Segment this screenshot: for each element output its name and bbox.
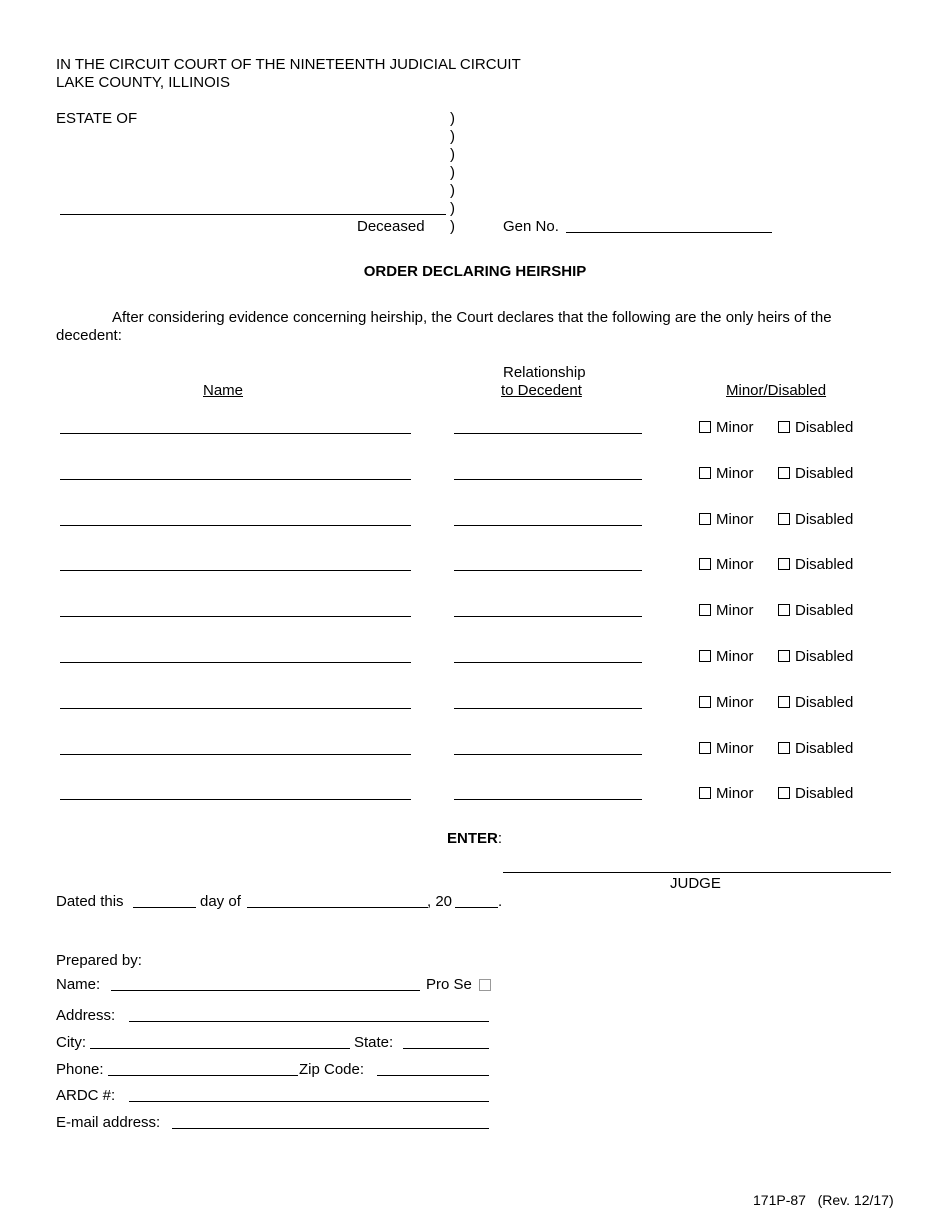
minor-option[interactable] [699,648,754,666]
minor-checkbox[interactable] [699,558,711,570]
enter-text: ENTER [447,830,498,847]
paren: ) [450,218,455,235]
heir-name-line[interactable] [60,708,411,709]
deceased-label: Deceased [357,218,425,235]
month-line[interactable] [247,907,428,908]
disabled-label: Disabled [795,556,854,573]
disabled-option[interactable] [778,694,853,712]
minor-checkbox[interactable] [699,787,711,799]
heir-relationship-line[interactable] [454,525,642,526]
disabled-checkbox[interactable] [778,742,790,754]
paren: ) [450,164,455,181]
disabled-checkbox[interactable] [778,787,790,799]
dated-this-label: Dated this [56,893,124,910]
minor-label: Minor [716,740,754,757]
form-footer [753,1191,894,1209]
disabled-option[interactable] [778,602,853,620]
day-line[interactable] [133,907,196,908]
heir-relationship-line[interactable] [454,799,642,800]
email-line[interactable] [172,1128,489,1129]
preparer-name-label: Name: [56,976,101,993]
city-label: City: [56,1034,86,1051]
judge-signature-line[interactable] [503,872,891,873]
estate-of-label: ESTATE OF [56,110,138,127]
minor-label: Minor [716,648,754,665]
disabled-label: Disabled [795,465,854,482]
minor-option[interactable] [699,511,754,529]
minor-checkbox[interactable] [699,696,711,708]
heir-relationship-line[interactable] [454,708,642,709]
phone-line[interactable] [108,1075,298,1076]
minor-checkbox[interactable] [699,604,711,616]
disabled-option[interactable] [778,511,853,529]
day-of-label: day of [200,893,241,910]
heir-name-line[interactable] [60,433,411,434]
minor-option[interactable] [699,419,754,437]
disabled-label: Disabled [795,740,854,757]
heir-name-line[interactable] [60,525,411,526]
col-name-header: Name [203,382,244,399]
heir-relationship-line[interactable] [454,479,642,480]
disabled-label: Disabled [795,419,854,436]
minor-label: Minor [716,419,754,436]
paren: ) [450,110,455,127]
minor-label: Minor [716,602,754,619]
pro-se-checkbox[interactable] [479,979,491,991]
minor-label: Minor [716,694,754,711]
disabled-checkbox[interactable] [778,558,790,570]
phone-label: Phone: [56,1061,104,1078]
state-line[interactable] [403,1048,489,1049]
page-title: ORDER DECLARING HEIRSHIP [363,263,587,280]
intro-paragraph: After considering evidence concerning heirship, the Court declares that the following are the only heirs of the decedent: [56,309,832,344]
pro-se-label: Pro Se [426,976,472,993]
disabled-checkbox[interactable] [778,650,790,662]
disabled-option[interactable] [778,419,853,437]
heir-name-line[interactable] [60,662,411,663]
col-relationship-header-line2: to Decedent [501,382,582,399]
disabled-option[interactable] [778,556,853,574]
paren: ) [450,128,455,145]
minor-option[interactable] [699,694,754,712]
disabled-checkbox[interactable] [778,696,790,708]
email-label: E-mail address: [56,1114,161,1131]
judge-label: JUDGE [670,875,721,892]
col-minor-disabled-header: Minor/Disabled [726,382,827,399]
county-line: LAKE COUNTY, ILLINOIS [56,74,230,91]
disabled-label: Disabled [795,785,854,802]
disabled-label: Disabled [795,511,854,528]
heir-relationship-line[interactable] [454,570,642,571]
paren: ) [450,200,455,217]
gen-no-label: Gen No. [503,218,559,235]
paren: ) [450,182,455,199]
heir-relationship-line[interactable] [454,433,642,434]
disabled-label: Disabled [795,648,854,665]
year-line[interactable] [455,907,498,908]
enter-colon: : [497,830,503,847]
disabled-label: Disabled [795,694,854,711]
heir-name-line[interactable] [60,754,411,755]
ardc-line[interactable] [129,1101,489,1102]
minor-option[interactable] [699,740,754,758]
disabled-checkbox[interactable] [778,467,790,479]
minor-checkbox[interactable] [699,742,711,754]
heir-name-line[interactable] [60,479,411,480]
heir-name-line[interactable] [60,570,411,571]
disabled-option[interactable] [778,785,853,803]
heir-relationship-line[interactable] [454,616,642,617]
disabled-option[interactable] [778,465,853,483]
address-label: Address: [56,1007,116,1024]
preparer-name-line[interactable] [111,990,420,991]
form-revision: (Rev. 12/17) [817,1192,894,1208]
minor-option[interactable] [699,556,754,574]
col-relationship-header-line1: Relationship [503,364,586,381]
minor-option[interactable] [699,602,754,620]
heir-name-line[interactable] [60,799,411,800]
court-name-line: IN THE CIRCUIT COURT OF THE NINETEENTH JUDICIAL CIRCUIT [56,56,521,73]
zip-line[interactable] [377,1075,489,1076]
prepared-by-heading: Prepared by: [56,952,142,969]
zip-label: Zip Code: [299,1061,365,1078]
disabled-checkbox[interactable] [778,421,790,433]
minor-label: Minor [716,511,754,528]
heir-name-line[interactable] [60,616,411,617]
form-number: 171P-87 [753,1192,806,1208]
minor-option[interactable] [699,785,754,803]
minor-checkbox[interactable] [699,513,711,525]
disabled-label: Disabled [795,602,854,619]
state-label: State: [354,1034,394,1051]
decedent-name-line[interactable] [60,214,446,215]
minor-checkbox[interactable] [699,421,711,433]
year-period: . [498,893,503,910]
minor-checkbox[interactable] [699,467,711,479]
minor-checkbox[interactable] [699,650,711,662]
disabled-option[interactable] [778,648,853,666]
minor-label: Minor [716,556,754,573]
minor-option[interactable] [699,465,754,483]
disabled-option[interactable] [778,740,853,758]
heir-relationship-line[interactable] [454,662,642,663]
disabled-checkbox[interactable] [778,604,790,616]
minor-label: Minor [716,465,754,482]
heir-relationship-line[interactable] [454,754,642,755]
ardc-label: ARDC #: [56,1087,116,1104]
year-prefix: , 20 [427,893,453,910]
address-line[interactable] [129,1021,489,1022]
disabled-checkbox[interactable] [778,513,790,525]
minor-label: Minor [716,785,754,802]
city-line[interactable] [90,1048,350,1049]
enter-label [447,830,502,848]
gen-no-line[interactable] [566,232,772,233]
paren: ) [450,146,455,163]
